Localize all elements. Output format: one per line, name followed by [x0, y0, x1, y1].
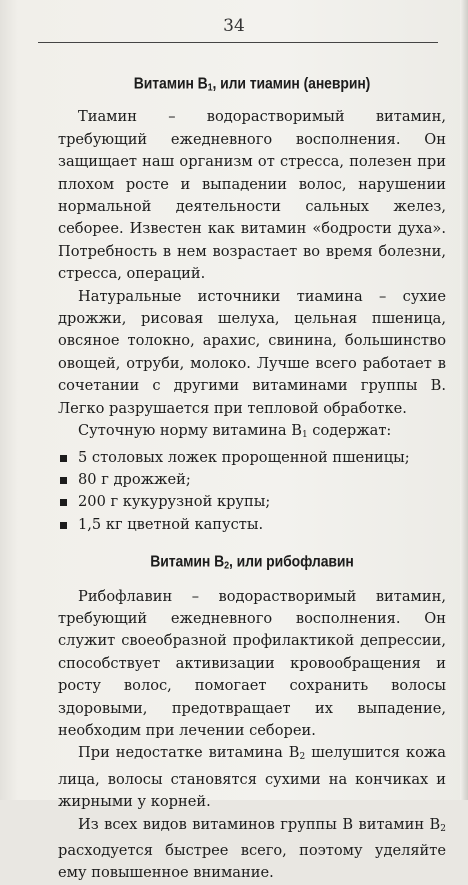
square-bullet-icon: [60, 499, 67, 506]
paragraph: При недостатке витамина $B_2$ шелушится кожа лица, волосы становятся сухими на кончиках и жирными у корней.: [58, 744, 446, 811]
square-bullet-icon: [60, 477, 67, 484]
list-item: 5 столовых ложек пророщенной пшеницы;: [58, 447, 446, 469]
page-number: 34: [223, 16, 245, 36]
list-item: 1,5 кг цветной капусты.: [58, 514, 446, 536]
list-item: 200 г кукурузной крупы;: [58, 491, 446, 513]
section-title-vitamin-b1: Витамин $B_1$, или тиамин (аневрин): [133, 73, 371, 94]
paragraph: Тиамин – водорастворимый витамин, требующий ежедневного восполнения. Он защищает наш организм от стресса, полезен при плохом росте и выпадении волос, нарушении нормальной деятельности сальных желез, себорее. Известен как витамин «бодрости духа». Потребность в нем возрастает во время болезни, стресса, операций.: [58, 108, 446, 283]
paragraph: Рибофлавин – водорастворимый витамин, требующий ежедневного восполнения. Он служит своеобразной профилактикой депрессии, способствует активизации кровообращения и росту волос, помогает сохранить волосы здоровыми, предотвращает их выпадение, необходим при лечении себореи.: [58, 587, 446, 739]
list-intro: Суточную норму витамина $B_1$ содержат:: [78, 422, 392, 441]
square-bullet-icon: [60, 522, 67, 529]
square-bullet-icon: [60, 455, 67, 462]
paragraph: Натуральные источники тиамина – сухие дрожжи, рисовая шелуха, цельная пшеница, овсяное толокно, арахис, свинина, большинство овощей, отруби, молоко. Лучше всего работает в сочетании с другими витаминами группы В. Легко разрушается при тепловой обработке.: [58, 287, 446, 417]
paragraph: Из всех видов витаминов группы В витамин $B_2$ расходуется быстрее всего, поэтому уделяйте ему повышенное внимание.: [58, 815, 446, 882]
section-title-vitamin-b2: Витамин $B_2$, или рибофлавин: [150, 551, 354, 572]
list-item: 80 г дрожжей;: [58, 469, 446, 491]
header-rule: [38, 42, 438, 43]
page-content: [58, 72, 446, 885]
daily-norm-list: [58, 447, 446, 537]
page-edge-shadow: [460, 0, 468, 800]
